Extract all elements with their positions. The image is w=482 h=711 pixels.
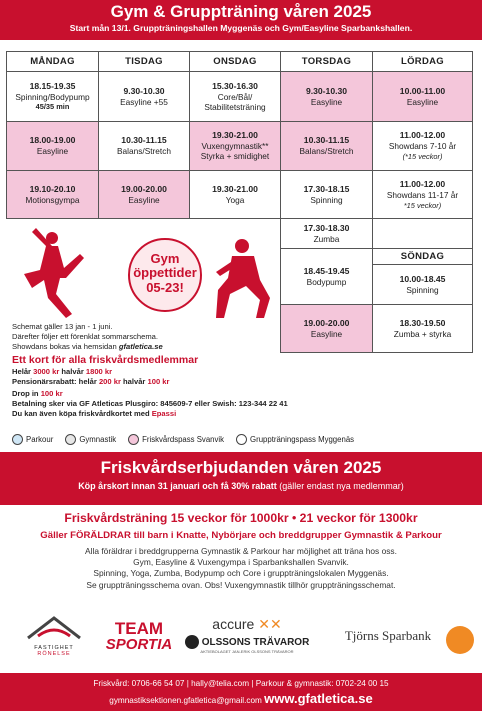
accure-mark-icon: ✕✕ xyxy=(258,616,282,632)
sparbank-emblem-icon xyxy=(446,626,474,654)
schedule-cell: 19.00-20.00 Easyline xyxy=(281,305,373,353)
schedule-cell: 19.30-21.00 Yoga xyxy=(190,171,281,219)
schedule-cell: 17.30-18.30 Zumba xyxy=(281,219,373,249)
day-header-thursday: TORSDAG xyxy=(281,52,373,72)
schedule-cell: 9.30-10.30 Easyline +55 xyxy=(99,72,190,122)
schedule-cell: 17.30-18.15 Spinning xyxy=(281,171,373,219)
schedule-cell: 19.10-20.10 Motionsgympa xyxy=(7,171,99,219)
gym-hours-badge: Gym öppettider 05-23! xyxy=(128,238,202,312)
page-subtitle: Start mån 13/1. Gruppträningshallen Myggenäs och Gym/Easyline Sparbankshallen. xyxy=(69,23,413,33)
footer-email[interactable]: gymnastiksektionen.gfatletica@gmail.com xyxy=(109,696,265,705)
jumping-dancer-icon xyxy=(24,228,84,318)
schedule-cell: 10.00-18.45 Spinning xyxy=(373,265,473,305)
day-header-wednesday: ONSDAG xyxy=(190,52,281,72)
schedule-cell: 18.15-19.35 Spinning/Bodypump 45/35 min xyxy=(7,72,99,122)
sponsor-logo-fastighet: FASTIGHET RÖNELSE xyxy=(10,614,98,657)
schedule-cell: 11.00-12.00 Showdans 7-10 år (*15 veckor) xyxy=(373,122,473,171)
schedule-cell: 10.30-11.15 Balans/Stretch xyxy=(281,122,373,171)
day-header-tuesday: TISDAG xyxy=(99,52,190,72)
legend-item: Gymnastik xyxy=(65,434,116,445)
sponsor-logo-teamsportia: TEAM SPORTIA xyxy=(105,619,173,653)
header-banner xyxy=(0,0,482,40)
legend-swatch xyxy=(128,434,139,445)
offer-parents-line: Gäller FÖRÄLDRAR till barn i Knatte, Nybörjare och breddgrupper Gymnastik & Parkour xyxy=(40,530,442,541)
offer-banner: Friskvårdserbjudanden våren 2025 Köp årskort innan 31 januari och få 30% rabatt (gäller endast nya medlemmar) xyxy=(0,452,482,505)
schedule-cell: 18.45-19.45 Bodypump xyxy=(281,249,373,305)
legend-item: Parkour xyxy=(12,434,53,445)
website-link[interactable]: gfatletica.se xyxy=(118,341,163,351)
schedule-cell: 10.00-11.00 Easyline xyxy=(373,72,473,122)
legend xyxy=(12,434,472,445)
footer-contacts: Friskvård: 0706-66 54 07 | hally@telia.com | Parkour & gymnastik: 0702-24 00 15 xyxy=(93,679,389,688)
schedule-cell: 18.30-19.50 Zumba + styrka xyxy=(373,305,473,353)
offer-price-line: Friskvårdsträning 15 veckor för 1000kr • 21 veckor för 1300kr xyxy=(64,511,418,525)
schedule-row xyxy=(7,171,473,219)
schedule-cell: 10.30-11.15 Balans/Stretch xyxy=(99,122,190,171)
day-header-saturday: LÖRDAG xyxy=(373,52,473,72)
sponsor-logo-tjorns-sparbank: Tjörns Sparbank xyxy=(344,628,432,643)
offer-title: Friskvårdserbjudanden våren 2025 xyxy=(100,458,382,477)
footer xyxy=(0,673,482,711)
schedule-cell: 15.30-16.30 Core/Bål/ Stabilitetsträning xyxy=(190,72,281,122)
legend-item: Gruppträningspass Myggenäs xyxy=(236,434,354,445)
schedule-header-row xyxy=(7,52,473,72)
legend-item: Friskvårdspass Svanvik xyxy=(128,434,224,445)
day-header-monday: MÅNDAG xyxy=(7,52,99,72)
membership-info: Schemat gäller 13 jan - 1 juni. Därefter följer ett förenklat sommarschema. Showdans bokas via hemsidan gfatletica.se Ett kort för alla friskvårdsmedlemmar Helår 3000 kr halvår 1800 kr Pensionärsrabatt: helår 200 kr halvår 100 kr Drop in 100 kr Betalning sker via GF Atleticas Plusgiro: 845609-7 eller Swish: 123-344 22 41 Du kan även köpa friskvårdkortet med Epassi xyxy=(12,322,288,418)
olssons-mark-icon xyxy=(185,635,199,649)
legend-swatch xyxy=(65,434,76,445)
membership-heading: Ett kort för alla friskvårdsmedlemmar xyxy=(12,353,199,366)
schedule-row xyxy=(7,72,473,122)
page-title: Gym & Gruppträning våren 2025 xyxy=(110,2,372,21)
schedule-cell: 11.00-12.00 Showdans 11-17 år *15 veckor) xyxy=(373,171,473,219)
sponsor-logo-accure-olssons: accure ✕✕ OLSSONS TRÄVAROR AKTIEBOLAGET JAN-ERIK OLSSONS TRÄVAROR xyxy=(182,614,312,654)
schedule-cell: 18.00-19.00 Easyline xyxy=(7,122,99,171)
schedule-cell: 19.30-21.00 Vuxengymnastik** Styrka + smidighet xyxy=(190,122,281,171)
schedule-row xyxy=(7,122,473,171)
day-header-sunday: SÖNDAG xyxy=(373,249,473,265)
legend-swatch xyxy=(12,434,23,445)
squatting-athlete-icon xyxy=(216,239,270,318)
offer-description: Alla föräldrar i breddgrupperna Gymnastik & Parkour har möjlighet att träna hos oss. Gym, Easyline & Vuxengympa i Sparbankshallen Svanvik. Spinning, Yoga, Zumba, Bodypump och Core i gruppträningslokalen Myggenäs. Se gruppträningsschema ovan. Obs! Vuxengymnastik tillhör gruppträningsschemat. xyxy=(85,546,397,590)
schedule-cell: 9.30-10.30 Easyline xyxy=(281,72,373,122)
schedule-cell: 19.00-20.00 Easyline xyxy=(99,171,190,219)
house-icon xyxy=(24,614,84,640)
legend-swatch xyxy=(236,434,247,445)
sponsor-logos xyxy=(0,614,482,670)
footer-website-link[interactable]: www.gfatletica.se xyxy=(264,691,373,706)
